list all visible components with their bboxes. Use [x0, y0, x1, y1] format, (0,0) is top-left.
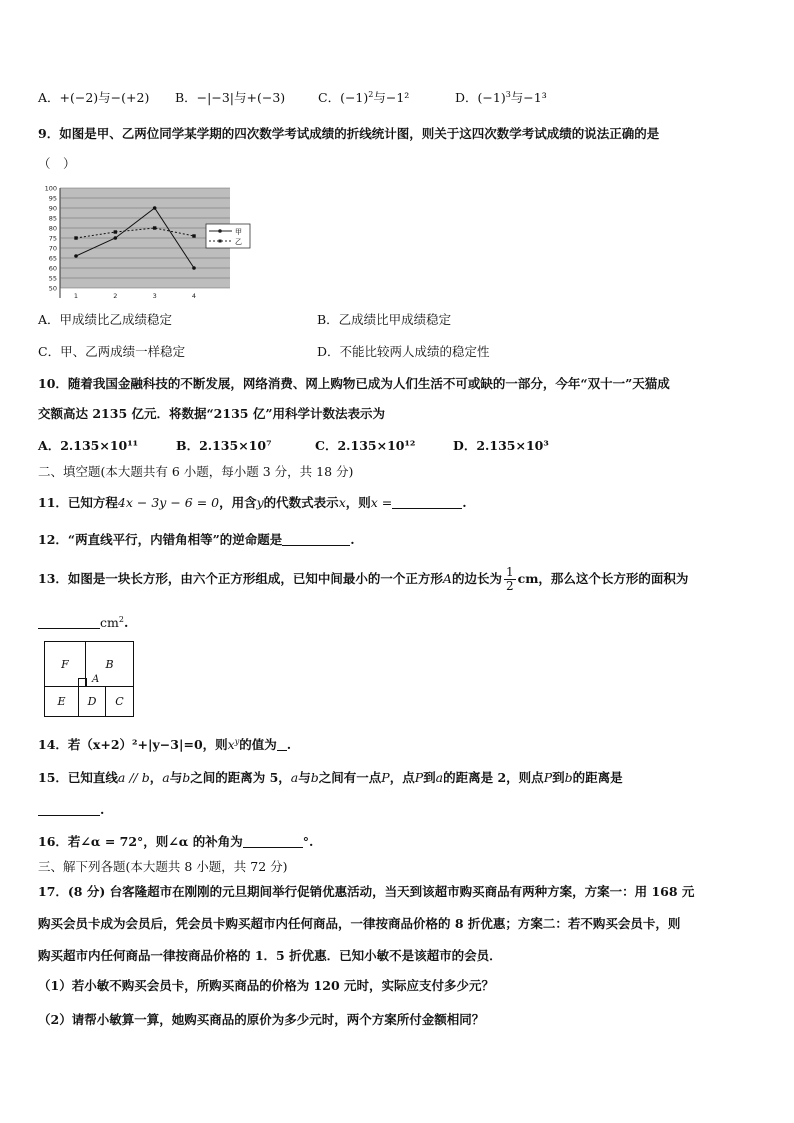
q17-sub1: （1）若小敏不购买会员卡，所购买商品的价格为 120 元时，实际应支付多少元？ — [38, 978, 494, 993]
q9-option-b: B．乙成绩比甲成绩稳定 — [317, 312, 452, 327]
chart-point-yi — [74, 236, 77, 239]
q10-option-d: D．2.135×10³ — [453, 438, 549, 453]
square-d: D — [78, 686, 106, 717]
q9-option-c: C．甲、乙两成绩一样稳定 — [38, 344, 186, 359]
q17-line3: 购买超市内任何商品一律按商品价格的 1．5 折优惠．已知小敏不是该超市的会员． — [38, 948, 502, 963]
q14: 14．若（x+2）²+|y−3|=0，则$x^y$的值为 . — [38, 737, 292, 753]
chart-x-tick-label: 1 — [73, 292, 79, 300]
chart-point-yi — [153, 226, 156, 229]
chart-y-tick-label: 75 — [48, 234, 57, 243]
chart-point-yi — [192, 234, 195, 237]
q10-stem-line2: 交额高达 2135 亿元．将数据“2135 亿”用科学计数法表示为 — [38, 406, 386, 421]
chart-x-tick-label: 3 — [152, 292, 157, 300]
q10-option-b: B．2.135×10⁷ — [176, 438, 272, 453]
q16-answer-blank[interactable] — [243, 833, 303, 848]
q17-sub2: （2）请帮小敏算一算，她购买商品的原价为多少元时，两个方案所付金额相同？ — [38, 1012, 485, 1027]
q13-rectangle-figure — [44, 641, 134, 717]
q12: 12．“两直线平行，内错角相等”的逆命题是 . — [38, 532, 355, 547]
chart-y-tick-label: 55 — [48, 274, 57, 283]
q9-stem: 9．如图是甲、乙两位同学某学期的四次数学考试成绩的折线统计图，则关于这四次数学考试成绩的说法正确的是 — [38, 126, 660, 141]
chart-y-tick-label: 60 — [48, 264, 57, 273]
chart-y-tick-label: 100 — [44, 184, 57, 193]
chart-point-jia — [192, 266, 196, 270]
q11: 11．已知方程4x − 3y − 6 = 0，用含y的代数式表示x，则x = . — [38, 495, 467, 510]
q13-fraction: $\frac{1}{2}$ — [505, 565, 514, 593]
q17-line2: 购买会员卡成为会员后，凭会员卡购买超市内任何商品，一律按商品价格的 8 折优惠；方案二：若不购买会员卡，则 — [38, 916, 681, 931]
square-e: E — [44, 686, 79, 717]
legend-label-yi: 乙 — [235, 238, 242, 246]
q17-line1: 17．(8 分) 台客隆超市在刚刚的元旦期间举行促销优惠活动，当天到该超市购买商品有两种方案，方案一：用 168 元 — [38, 884, 695, 899]
q10-option-c: C．2.135×10¹² — [315, 438, 416, 453]
chart-point-yi — [114, 230, 117, 233]
chart-point-jia — [114, 236, 118, 240]
chart-y-tick-label: 70 — [48, 244, 57, 253]
chart-y-tick-label: 90 — [48, 204, 57, 213]
q10-option-a: A．2.135×10¹¹ — [38, 438, 139, 453]
q16: 16．若∠α = 72°，则∠α 的补角为 °. — [38, 834, 314, 849]
q11-answer-blank[interactable] — [392, 494, 462, 509]
q13-answer-blank[interactable] — [38, 614, 100, 629]
q8-option-a: A．+(−2)与−(+2) — [38, 90, 150, 105]
square-f: F — [44, 641, 86, 687]
chart-x-tick-label: 4 — [191, 292, 197, 300]
q9-line-chart — [34, 184, 254, 302]
chart-y-tick-label: 50 — [48, 284, 57, 293]
chart-x-tick-label: 2 — [113, 292, 118, 300]
q15-answer-line: . — [38, 800, 756, 820]
q12-answer-blank[interactable] — [282, 531, 350, 546]
q15-line1: 15．已知直线a // b，a与b之间的距离为 5，a与b之间有一点P，点P到a的距离是 2，则点P到b的距离是 — [38, 770, 623, 785]
chart-point-jia — [74, 254, 78, 258]
chart-y-tick-label: 65 — [48, 254, 57, 263]
q10-stem-line1: 10．随着我国金融科技的不断发展，网络消费、网上购物已成为人们生活不可或缺的一部分，今年“双十一”天猫成 — [38, 376, 670, 391]
q8-option-b: B．−|−3|与+(−3) — [175, 90, 286, 105]
legend-label-jia: 甲 — [235, 228, 242, 236]
q9-option-a: A．甲成绩比乙成绩稳定 — [38, 312, 173, 327]
q9-option-d: D．不能比较两人成绩的稳定性 — [317, 344, 490, 359]
square-c: C — [105, 686, 134, 717]
chart-point-jia — [153, 206, 157, 210]
square-b: B — [85, 641, 134, 687]
chart-legend — [206, 224, 250, 248]
section-3-heading: 三、解下列各题(本大题共 8 小题，共 72 分) — [38, 859, 288, 874]
chart-y-tick-label: 95 — [48, 194, 57, 203]
chart-y-tick-label: 85 — [48, 214, 57, 223]
q15-answer-blank[interactable] — [38, 801, 100, 816]
section-2-heading: 二、填空题(本大题共有 6 小题，每小题 3 分，共 18 分) — [38, 464, 354, 479]
q9-paren: （ ） — [38, 156, 76, 171]
q8-option-d: D．$(-1)^3$与−1³ — [455, 89, 547, 105]
chart-y-tick-label: 80 — [48, 224, 57, 233]
q14-answer-blank[interactable] — [277, 736, 287, 751]
q13-stem: 13．如图是一块长方形，由六个正方形组成，已知中间最小的一个正方形A的边长为 $\frac{1}{2}$ cm，那么这个长方形的面积为 — [38, 565, 689, 593]
q13-answer-line: $cm^2$. — [38, 610, 756, 633]
square-a-label: A — [92, 674, 100, 685]
q8-option-c: C．$(-1)^2$与−1² — [318, 89, 410, 105]
